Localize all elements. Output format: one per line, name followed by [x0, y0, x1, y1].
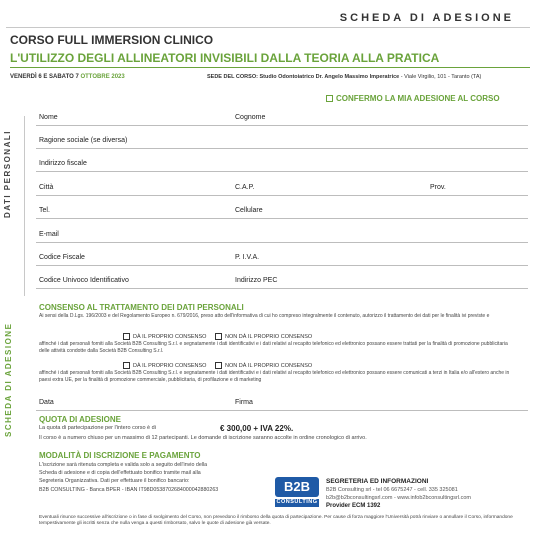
side-divider: [24, 116, 25, 296]
consent1-deny-option[interactable]: NON DÀ IL PROPRIO CONSENSO: [215, 333, 312, 340]
fee-line1: La quota di partecipazione per l'intero corso è di: [39, 425, 156, 431]
consent2-give-option[interactable]: DÀ IL PROPRIO CONSENSO: [123, 362, 206, 369]
checkbox-icon: [215, 333, 222, 340]
field-cf-label: Codice Fiscale: [39, 254, 85, 261]
side-label-form: SCHEDA DI ADESIONE: [4, 322, 13, 437]
field-firma-label: Firma: [235, 399, 253, 406]
field-nome-label: Nome: [39, 114, 58, 121]
field-line-cui[interactable]: [36, 288, 528, 289]
field-line-citta[interactable]: [36, 195, 528, 196]
logo-subtext: CONSULTING: [276, 499, 318, 505]
field-line-indirizzo[interactable]: [36, 171, 528, 172]
b2b-consulting-logo: [273, 475, 321, 509]
confirm-label: CONFERMO LA MIA ADESIONE AL CORSO: [336, 94, 500, 103]
course-title: L'UTILIZZO DEGLI ALLINEATORI INVISIBILI DALLA TEORIA ALLA PRATICA: [10, 51, 440, 65]
payment-line3: Segreteria Organizzativa. Dati per effettuare il bonifico bancario:: [39, 478, 190, 484]
secretariat-contacts: b2b@b2bconsultingsrl.com - www.infob2bconsultingsrl.com: [326, 495, 471, 501]
venue-label: SEDE DEL CORSO: Studio Odontoiatrico Dr. Angelo Massimo Imperatrice: [207, 74, 400, 80]
consent1-give-option[interactable]: DÀ IL PROPRIO CONSENSO: [123, 333, 206, 340]
secretariat-heading: SEGRETERIA ED INFORMAZIONI: [326, 478, 429, 485]
field-cui-label: Codice Univoco Identificativo: [39, 277, 129, 284]
consent2-text: affinché i dati personali forniti alla Società B2B Consulting S.r.l. e segnatamente i dati identificativi e i dati relativi al recapito telefonico ed elettronico possano essere comunicati a terzi in Italia e/o all'estero anche in paesi extra UE, per la finalità di promozione commerciale, pubblicitaria, di profilazione e di marketing: [39, 370, 510, 383]
field-email-label: E-mail: [39, 231, 59, 238]
side-label-personal: DATI PERSONALI: [3, 130, 12, 218]
fee-price: € 300,00 + IVA 22%.: [220, 424, 294, 433]
field-data-label: Data: [39, 399, 54, 406]
checkbox-icon: [123, 333, 130, 340]
payment-line2: Scheda di adesione e di copia dell'effettuato bonifico tramite mail alla: [39, 470, 201, 476]
checkbox-icon: [123, 362, 130, 369]
consent1-text: affinché i dati personali forniti alla Società B2B Consulting S.r.l. e segnatamente i dati identificativi e i dati relativi al recapito telefonico ed elettronico possano essere trattati per la finalità di promozione pubblicitaria delle attività condotte dalla Società B2B Consulting S.r.l.: [39, 341, 508, 354]
footer-note: Eventuali rinunce successive all'iscrizione o in fase di svolgimento del Corso, non prevedono il rimborso della quota di partecipazione. Per cause di forza maggiore l'Università potrà rinviare o annullare il Corso, informandone tempestivamente gli iscritti senza che nulla venga a questi rimborsato, salvo le quote di adesione già versate.: [39, 515, 513, 527]
confirm-adhesion-checkbox[interactable]: [326, 94, 500, 103]
checkbox-icon: [215, 362, 222, 369]
secretariat-phone: B2B Consulting srl - tel 06 6675247 - cell. 335 325081: [326, 487, 458, 493]
header-divider: [6, 27, 530, 28]
consent-heading: CONSENSO AL TRATTAMENTO DEI DATI PERSONALI: [39, 303, 244, 312]
field-cellulare-label: Cellulare: [235, 207, 263, 214]
checkbox-icon: [326, 95, 333, 102]
field-citta-label: Città: [39, 184, 54, 191]
field-prov-label: Prov.: [430, 184, 446, 191]
field-tel-label: Tel.: [39, 207, 50, 214]
field-ragione-label: Ragione sociale (se diversa): [39, 137, 128, 144]
field-cap-label: C.A.P.: [235, 184, 255, 191]
form-title: SCHEDA DI ADESIONE: [339, 12, 514, 24]
course-type: CORSO FULL IMMERSION CLINICO: [10, 33, 214, 47]
payment-heading: MODALITÀ DI ISCRIZIONE E PAGAMENTO: [39, 451, 201, 460]
payment-iban: B2B CONSULTING - Banca BPER - IBAN IT98D0538702684000042880263: [39, 487, 219, 493]
dates-highlight: OTTOBRE 2023: [80, 74, 125, 80]
logo-text: B2B: [283, 479, 310, 494]
venue-address: - Viale Virgilio, 101 - Taranto (TA): [399, 74, 482, 80]
field-line-data-firma[interactable]: [36, 410, 528, 411]
payment-line1: L'iscrizione sarà ritenuta completa e valida solo a seguito dell'invio della: [39, 462, 208, 468]
field-line-ragione[interactable]: [36, 148, 528, 149]
fee-line2: Il corso è a numero chiuso per un massimo di 12 partecipanti. Le domande di iscrizione saranno accolte in ordine cronologico di arrivo.: [39, 435, 367, 441]
dates-prefix: VENERDÌ 6 E SABATO 7: [10, 74, 79, 80]
field-line-nome[interactable]: [36, 125, 528, 126]
field-pec-label: Indirizzo PEC: [235, 277, 278, 284]
field-cognome-label: Cognome: [235, 114, 266, 121]
fee-heading: QUOTA DI ADESIONE: [39, 415, 121, 424]
secretariat-provider: Provider ECM 1392: [326, 503, 381, 509]
field-line-cf[interactable]: [36, 265, 528, 266]
field-line-email[interactable]: [36, 242, 528, 243]
course-dates: [10, 74, 125, 80]
course-venue: [207, 74, 481, 80]
consent2-deny-option[interactable]: NON DÀ IL PROPRIO CONSENSO: [215, 362, 312, 369]
field-indirizzo-label: Indirizzo fiscale: [39, 160, 87, 167]
field-piva-label: P. I.V.A.: [235, 254, 260, 261]
consent-intro: Ai sensi della D.Lgs. 196/2003 e del Regolamento Europeo n. 679/2016, preso atto dell'informativa di cui ho compreso integralmente il contenuto, autorizzo il trattamento dei dati per le finalità ivi previste e: [39, 313, 490, 319]
field-line-tel[interactable]: [36, 218, 528, 219]
title-divider: [10, 67, 530, 68]
